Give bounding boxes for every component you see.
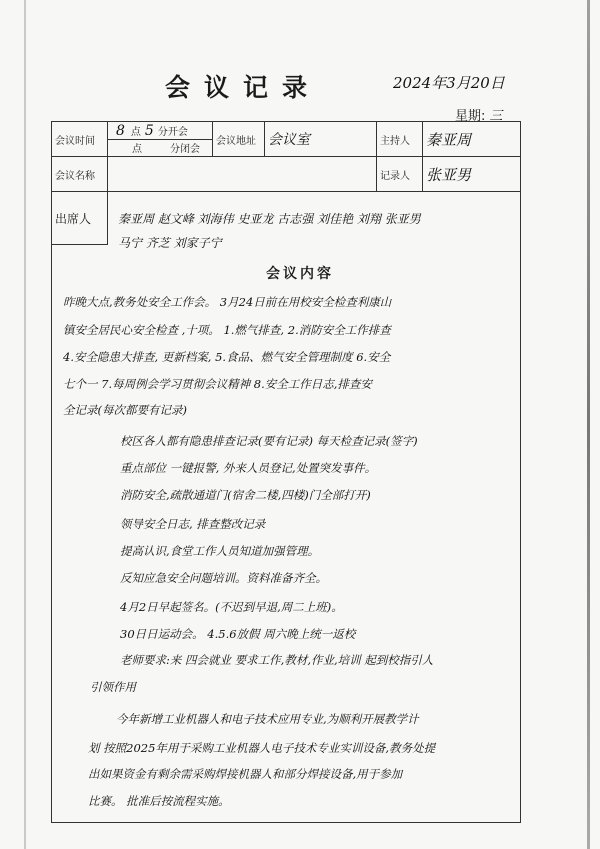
- content-title: 会议内容: [266, 266, 334, 282]
- attendees-list: [118, 207, 513, 255]
- meeting-name-label: 会议名称: [52, 157, 108, 192]
- content-line: 引领作用: [90, 680, 136, 694]
- content-line: 比赛。 批准后按流程实施。: [88, 794, 230, 808]
- weekday-value: 三: [489, 109, 503, 124]
- content-line: 30日日运动会。 4.5.6放假 周六晚上统一返校: [120, 627, 356, 641]
- content-line: 反知应急安全问题培训。资料准备齐全。: [120, 571, 327, 585]
- content-line: 4.安全隐患大排查, 更新档案, 5.食品、燃气安全管理制度 6.安全: [63, 350, 391, 364]
- location-value: 会议室: [265, 122, 377, 157]
- attendees-line: 马宁 齐芝 刘家子宁: [118, 236, 222, 250]
- end-point-label: 点: [132, 144, 142, 155]
- start-time: [108, 123, 212, 139]
- content-line: 出如果资金有剩余需采购焊接机器人和部分焊接设备,用于参加: [88, 767, 403, 781]
- weekday-label: 星期:: [455, 109, 486, 124]
- recorder-label: 记录人: [377, 157, 423, 192]
- meeting-time-label: 会议时间: [52, 122, 108, 157]
- content-line: 重点部位 一键报警, 外来人员登记,处置突发事件。: [120, 461, 377, 475]
- end-suffix: 分闭会: [170, 144, 200, 155]
- host-value: 秦亚周: [423, 122, 521, 157]
- page-right-edge: [587, 0, 590, 849]
- meeting-time-cell: [108, 122, 213, 157]
- page-title: 会议记录: [165, 73, 322, 102]
- start-minute: 5: [144, 122, 154, 139]
- content-line: 校区各人都有隐患排查记录(要有记录) 每天检查记录(签字): [120, 434, 418, 448]
- content-line: 今年新增工业机器人和电子技术应用专业,为顺利开展教学计: [116, 712, 419, 726]
- start-hour: 8: [116, 122, 125, 139]
- meeting-date: 2024年3月20日: [393, 74, 505, 92]
- content-line: 镇安全居民心安全检查 ,十项。 1.燃气排查, 2.消防安全工作排查: [63, 323, 391, 337]
- attendees-line: 秦亚周 赵文峰 刘海伟 史亚龙 古志强 刘佳艳 刘翔 张亚男: [118, 212, 421, 226]
- start-suffix: 分开会: [157, 127, 188, 138]
- start-point-label: 点: [130, 127, 141, 138]
- content-line: 划 按照2025年用于采购工业机器人电子技术专业实训设备,教务处提: [88, 741, 436, 755]
- attendees-label: 出席人: [52, 192, 108, 245]
- page-left-edge: [24, 0, 26, 849]
- meeting-name-value: [108, 157, 377, 192]
- content-line: 老师要求:来 四会就业 要求工作,教材,作业,培训 起到校指引人: [120, 653, 434, 667]
- location-label: 会议地址: [213, 122, 265, 157]
- host-label: 主持人: [377, 122, 423, 157]
- content-line: 提高认识,食堂工作人员知道加强管理。: [120, 544, 320, 558]
- content-line: 领导安全日志, 排查整改记录: [120, 517, 266, 531]
- content-line: 七个一 7.每周例会学习贯彻会议精神 8.安全工作日志,排查安: [63, 377, 372, 391]
- recorder-value: 张亚男: [423, 157, 521, 192]
- content-line: 4月2日早起签名。(不迟到早退,周二上班)。: [120, 600, 343, 614]
- content-line: 全记录(每次都要有记录): [63, 403, 187, 417]
- end-time: [108, 139, 212, 156]
- content-line: 消防安全,疏散通道门(宿舍二楼,四楼)门全部打开): [120, 488, 371, 502]
- content-line: 昨晚大点,教务处安全工作会。 3月24日前在用校安全检查利康山: [63, 295, 392, 309]
